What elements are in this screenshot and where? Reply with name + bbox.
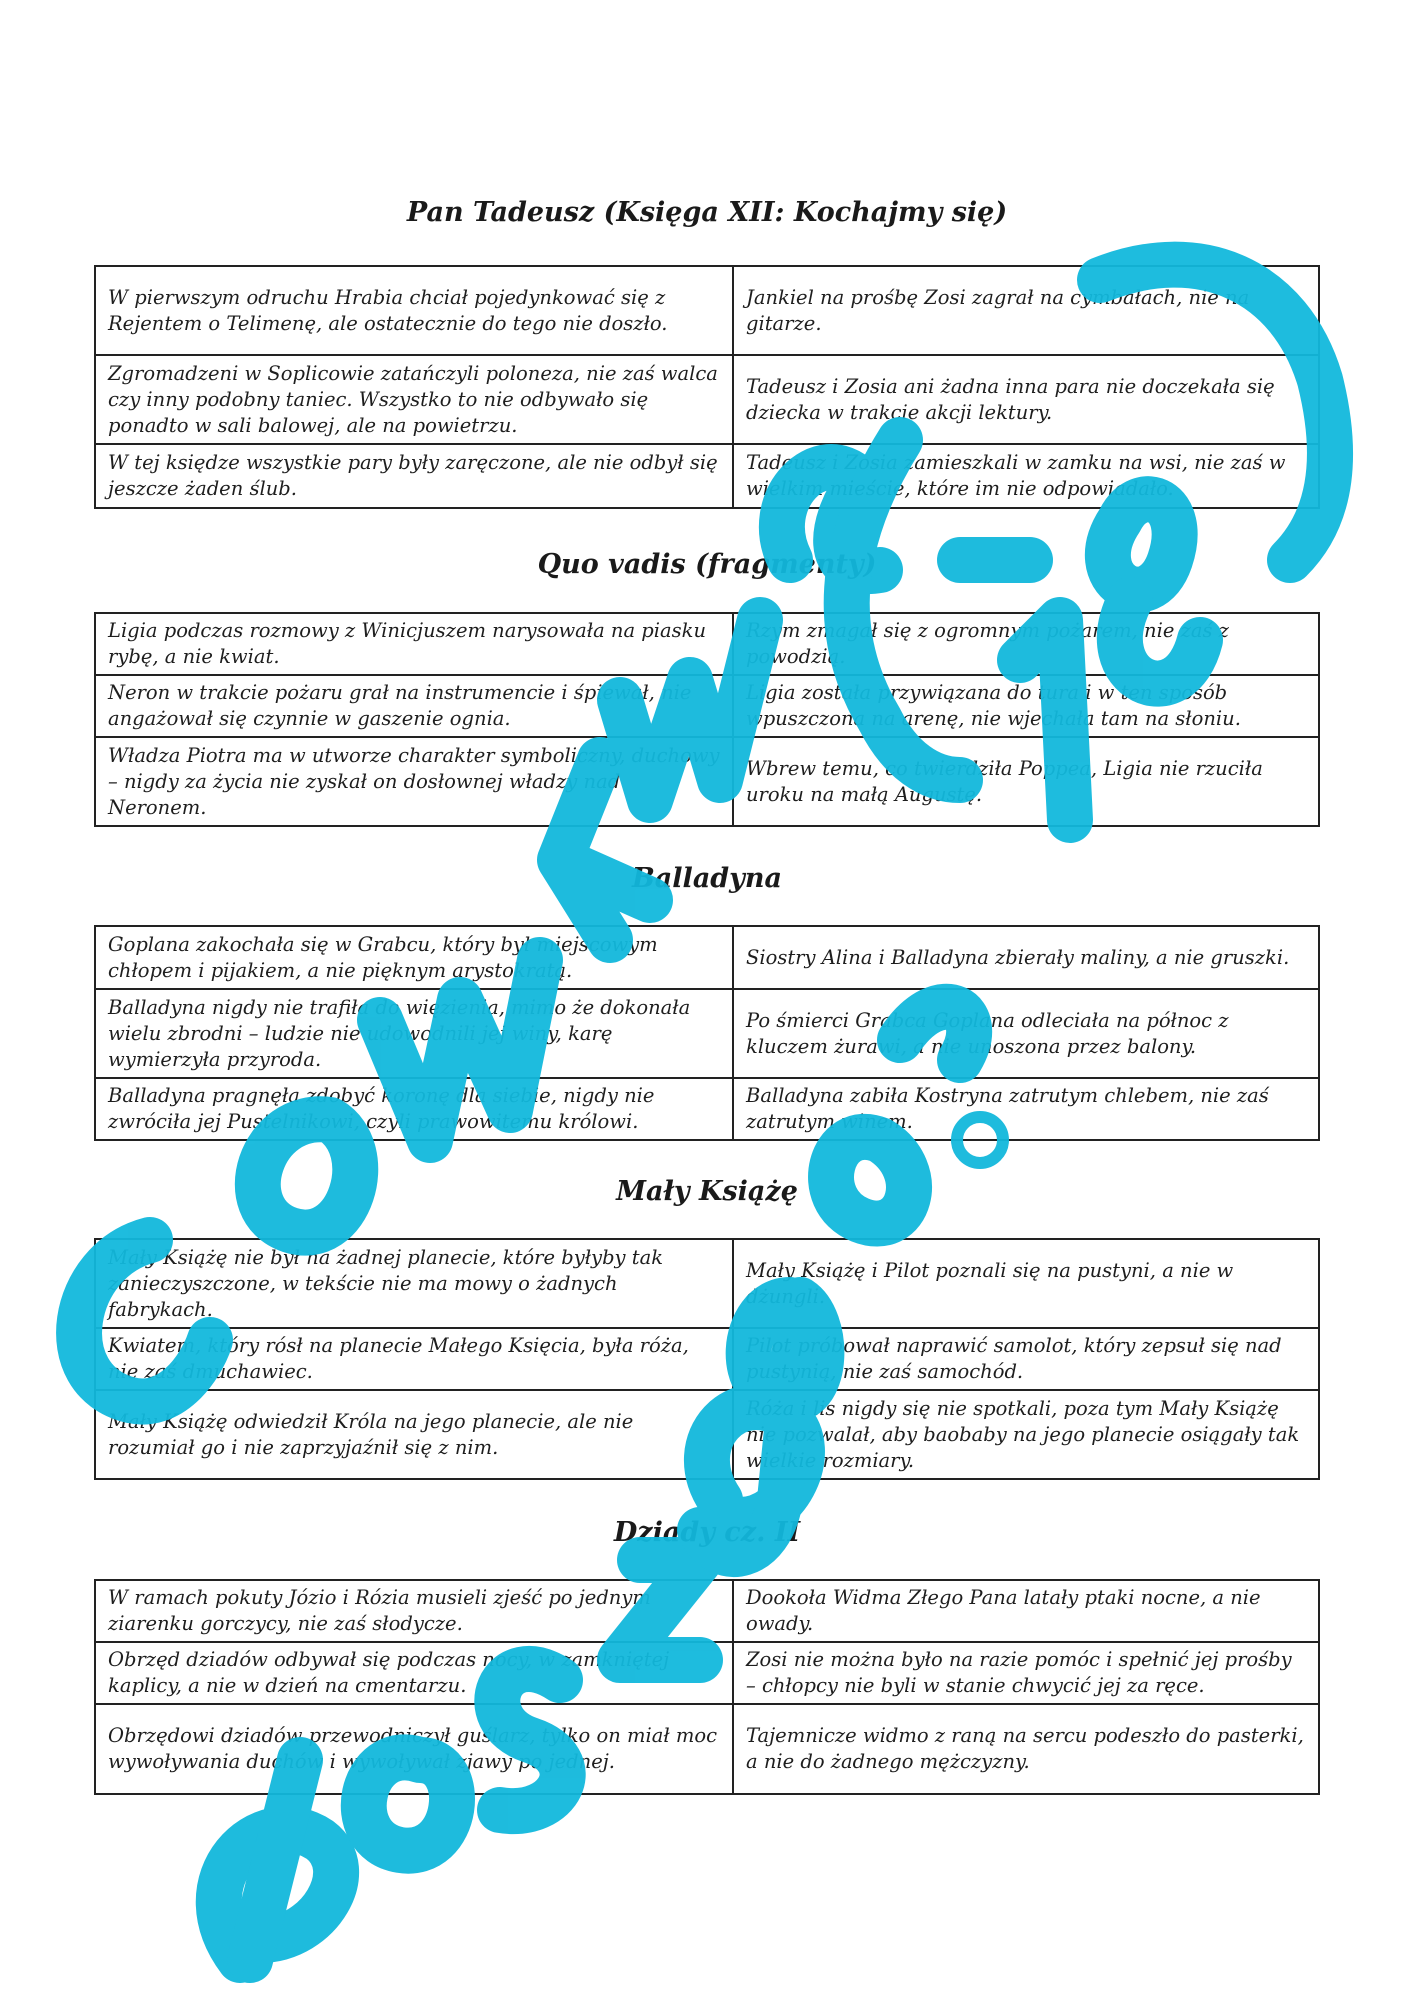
table-row [95, 613, 1319, 675]
table-row [95, 1642, 1319, 1704]
table-cell: Balladyna pragnęła zdobyć koronę dla siebie, nigdy nie zwróciła jej Pustelnikowi, czyli prawowitemu królowi. [95, 1078, 733, 1140]
table-quo-vadis [94, 612, 1320, 827]
table-row [95, 675, 1319, 737]
table-cell: Neron w trakcie pożaru grał na instrumencie i śpiewał, nie angażował się czynnie w gaszenie ognia. [95, 675, 733, 737]
table-cell: Mały Książę i Pilot poznali się na pustyni, a nie w dżungli. [733, 1239, 1319, 1328]
table-row [95, 1078, 1319, 1140]
table-cell: Goplana zakochała się w Grabcu, który był miejscowym chłopem i pijakiem, a nie pięknym arystokratą. [95, 926, 733, 989]
table-cell: Obrzędowi dziadów przewodniczył guślarz, tylko on miał moc wywoływania duchów i wywoływał zjawy po jednej. [95, 1704, 733, 1794]
table-row [95, 266, 1319, 355]
table-cell: Władza Piotra ma w utworze charakter symboliczny, duchowy – nigdy za życia nie zyskał on dosłownej władzy nad Neronem. [95, 737, 733, 826]
table-cell: Tadeusz i Zosia ani żadna inna para nie doczekała się dziecka w trakcie akcji lektury. [733, 355, 1319, 444]
table-cell: W tej księdze wszystkie pary były zaręczone, ale nie odbył się jeszcze żaden ślub. [95, 444, 733, 508]
section-title-balladyna: Balladyna [631, 863, 783, 894]
table-cell: Po śmierci Grabca Goplana odleciała na północ z kluczem żurawi, a nie unoszona przez balony. [733, 989, 1319, 1078]
table-row [95, 989, 1319, 1078]
table-row [95, 1239, 1319, 1328]
table-row [95, 355, 1319, 444]
table-cell: Jankiel na prośbę Zosi zagrał na cymbałach, nie na gitarze. [733, 266, 1319, 355]
section-title-dziady: Dziady cz. II [613, 1517, 801, 1548]
table-row [95, 1328, 1319, 1390]
table-row [95, 1704, 1319, 1794]
table-cell: Zgromadzeni w Soplicowie zatańczyli poloneza, nie zaś walca czy inny podobny taniec. Wszystko to nie odbywało się ponadto w sali balowej, ale na powietrzu. [95, 355, 733, 444]
table-cell: Obrzęd dziadów odbywał się podczas nocy, w zamkniętej kaplicy, a nie w dzień na cmentarzu. [95, 1642, 733, 1704]
table-row [95, 926, 1319, 989]
table-pan-tadeusz [94, 265, 1320, 509]
table-cell: Zosi nie można było na razie pomóc i spełnić jej prośby – chłopcy nie byli w stanie chwycić jej za ręce. [733, 1642, 1319, 1704]
table-cell: Mały Książę nie był na żadnej planecie, które byłyby tak zanieczyszczone, w tekście nie ma mowy o żadnych fabrykach. [95, 1239, 733, 1328]
table-dziady [94, 1579, 1320, 1795]
table-row [95, 444, 1319, 508]
table-row [95, 1390, 1319, 1479]
table-cell: Wbrew temu, co twierdziła Poppea, Ligia nie rzuciła uroku na małą Augustę. [733, 737, 1319, 826]
table-maly-ksiaze [94, 1238, 1320, 1480]
table-cell: Kwiatem, który rósł na planecie Małego Księcia, była róża, nie zaś dmuchawiec. [95, 1328, 733, 1390]
table-cell: Pilot próbował naprawić samolot, który zepsuł się nad pustynią, nie zaś samochód. [733, 1328, 1319, 1390]
section-title-maly-ksiaze: Mały Książę [616, 1176, 798, 1207]
section-title-quo-vadis: Quo vadis (fragmenty) [537, 549, 877, 580]
table-row [95, 1580, 1319, 1642]
table-balladyna [94, 925, 1320, 1141]
table-cell: Ligia została przywiązana do tura i w ten sposób wpuszczona na arenę, nie wjechała tam na słoniu. [733, 675, 1319, 737]
table-cell: Tadeusz i Zosia zamieszkali w zamku na wsi, nie zaś w wielkim mieście, które im nie odpowiadało. [733, 444, 1319, 508]
table-cell: Dookoła Widma Złego Pana latały ptaki nocne, a nie owady. [733, 1580, 1319, 1642]
table-cell: Ligia podczas rozmowy z Winicjuszem narysowała na piasku rybę, a nie kwiat. [95, 613, 733, 675]
section-title-pan-tadeusz: Pan Tadeusz (Księga XII: Kochajmy się) [406, 197, 1008, 228]
table-cell: Tajemnicze widmo z raną na sercu podeszło do pasterki, a nie do żadnego mężczyzny. [733, 1704, 1319, 1794]
table-cell: Rzym zmagał się z ogromnym pożarem, nie zaś z powodzią. [733, 613, 1319, 675]
table-cell: Siostry Alina i Balladyna zbierały maliny, a nie gruszki. [733, 926, 1319, 989]
table-cell: Balladyna zabiła Kostryna zatrutym chlebem, nie zaś zatrutym winem. [733, 1078, 1319, 1140]
table-cell: Mały Książę odwiedził Króla na jego planecie, ale nie rozumiał go i nie zaprzyjaźnił się z nim. [95, 1390, 733, 1479]
table-row [95, 737, 1319, 826]
table-cell: W ramach pokuty Józio i Rózia musieli zjeść po jednym ziarenku gorczycy, nie zaś słodycze. [95, 1580, 733, 1642]
table-cell: Róża i lis nigdy się nie spotkali, poza tym Mały Książę nie pozwalał, aby baobaby na jego planecie osiągały tak wielkie rozmiary. [733, 1390, 1319, 1479]
table-cell: Balladyna nigdy nie trafiła do więzienia, mimo że dokonała wielu zbrodni – ludzie nie udowodnili jej winy, karę wymierzyła przyroda. [95, 989, 733, 1078]
table-cell: W pierwszym odruchu Hrabia chciał pojedynkować się z Rejentem o Telimenę, ale ostatecznie do tego nie doszło. [95, 266, 733, 355]
